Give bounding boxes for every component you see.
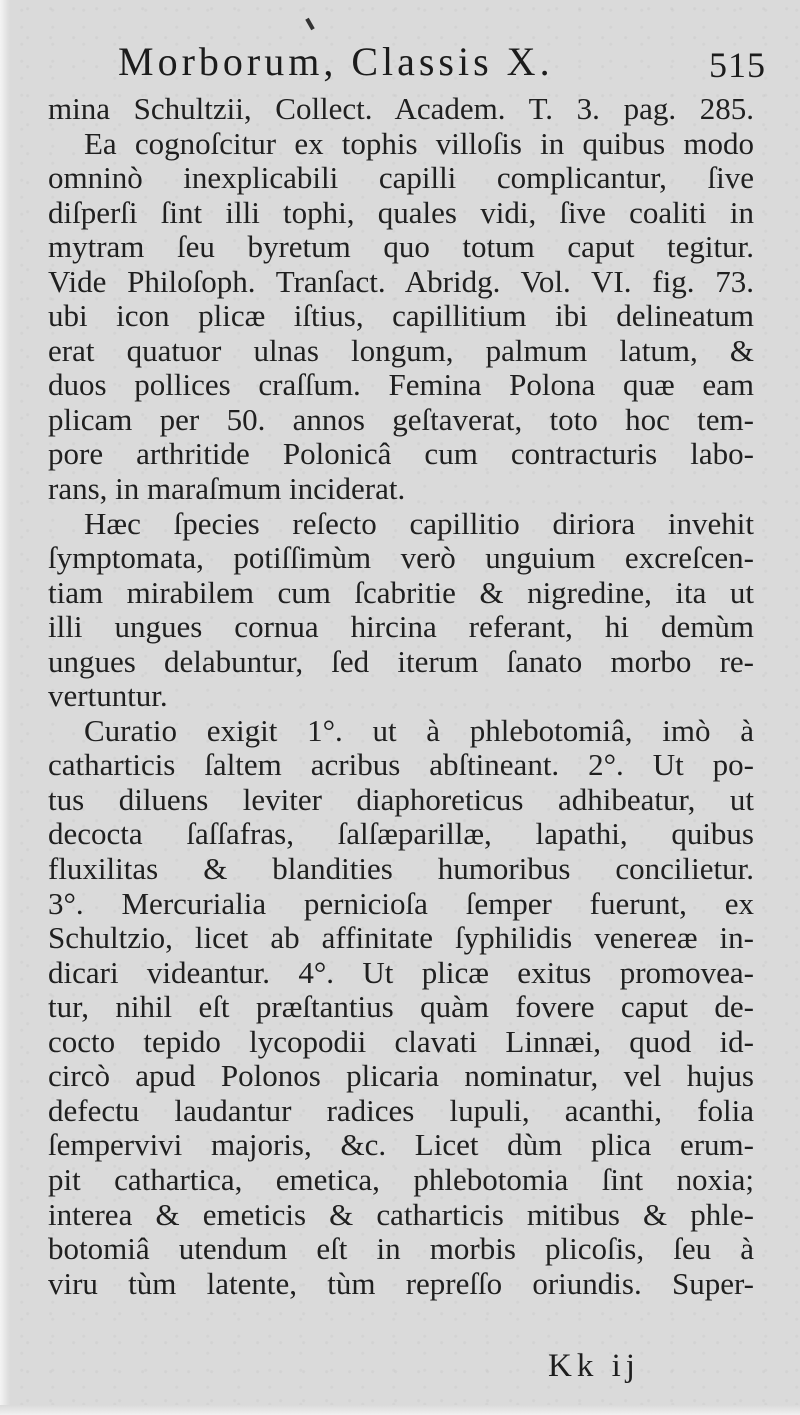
text-line: ungues delabuntur, ſed iterum ſanato morbo re- xyxy=(48,643,754,679)
text-line: Hæc ſpecies reſecto capillitio diriora invehit xyxy=(84,505,754,541)
text-line: diſperſi ſint illi tophi, quales vidi, ſive coaliti in xyxy=(48,194,754,230)
body-text xyxy=(48,92,754,1301)
text-line: Curatio exigit 1°. ut à phlebotomiâ, imò à xyxy=(84,712,754,748)
text-line: rans, in maraſmum inciderat. xyxy=(48,471,406,507)
text-line: dicari videantur. 4°. Ut plicæ exitus promovea- xyxy=(48,954,754,990)
text-line: defectu laudantur radices lupuli, acanthi, folia xyxy=(48,1092,754,1128)
running-header xyxy=(118,38,778,96)
text-line: decocta ſaſſafras, ſalſæparillæ, lapathi, quibus xyxy=(48,816,754,852)
text-line: Schultzio, licet ab affinitate ſyphilidis venereæ in- xyxy=(48,920,754,956)
text-line: viru tùm latente, tùm repreſſo oriundis. Super- xyxy=(48,1265,754,1301)
text-line: tus diluens leviter diaphoreticus adhibeatur, ut xyxy=(48,781,754,817)
text-line: mina Schultzii, Collect. Academ. T. 3. pag. 285. xyxy=(48,91,754,126)
signature-mark: Kk ij xyxy=(548,1348,640,1384)
text-line: duos pollices craſſum. Femina Polona quæ eam xyxy=(48,367,754,403)
text-line: pit cathartica, emetica, phlebotomia ſint noxia; xyxy=(48,1161,754,1197)
text-line: ubi icon plicæ iſtius, capillitium ibi delineatum xyxy=(48,298,754,334)
running-title: Morborum, Classis X. xyxy=(118,39,554,84)
page-bottom-edge xyxy=(0,1405,800,1415)
text-line: pore arthritide Polonicâ cum contracturis labo- xyxy=(48,436,754,472)
text-line: interea & emeticis & catharticis mitibus & phle- xyxy=(48,1196,754,1232)
text-line: tiam mirabilem cum ſcabritie & nigredine, ita ut xyxy=(48,574,754,610)
text-line: fluxilitas & blandities humoribus concilietur. xyxy=(48,851,754,887)
text-line: circò apud Polonos plicaria nominatur, vel hujus xyxy=(48,1058,754,1094)
text-line: ſymptomata, potiſſimùm verò unguium excreſcen- xyxy=(48,540,754,576)
text-line: plicam per 50. annos geſtaverat, toto hoc tem- xyxy=(48,401,754,437)
text-line: cocto tepido lycopodii clavati Linnæi, quod id- xyxy=(48,1023,754,1059)
text-line: 3°. Mercurialia pernicioſa ſemper fuerunt, ex xyxy=(48,885,754,921)
text-line: ſempervivi majoris, &c. Licet dùm plica erum- xyxy=(48,1127,754,1163)
text-line: Ea cognoſcitur ex tophis villoſis in quibus modo xyxy=(84,125,754,161)
text-line: illi ungues cornua hircina referant, hi demùm xyxy=(48,609,754,645)
text-line: Vide Philoſoph. Tranſact. Abridg. Vol. VI. fig. 73. xyxy=(48,263,754,299)
text-line: mytram ſeu byretum quo totum caput tegitur. xyxy=(48,229,754,265)
ink-mark xyxy=(305,18,314,30)
page-number: 515 xyxy=(709,45,766,85)
text-line: vertuntur. xyxy=(48,678,168,714)
text-line: erat quatuor ulnas longum, palmum latum, & xyxy=(48,332,754,368)
text-line: botomiâ utendum eſt in morbis plicoſis, ſeu à xyxy=(48,1231,754,1267)
text-line: tur, nihil eſt præſtantius quàm fovere caput de- xyxy=(48,989,754,1025)
text-line: omninò inexplicabili capilli complicantur, ſive xyxy=(48,160,754,196)
text-line: catharticis ſaltem acribus abſtineant. 2°. Ut po- xyxy=(48,747,754,783)
page-left-edge xyxy=(0,0,10,1415)
